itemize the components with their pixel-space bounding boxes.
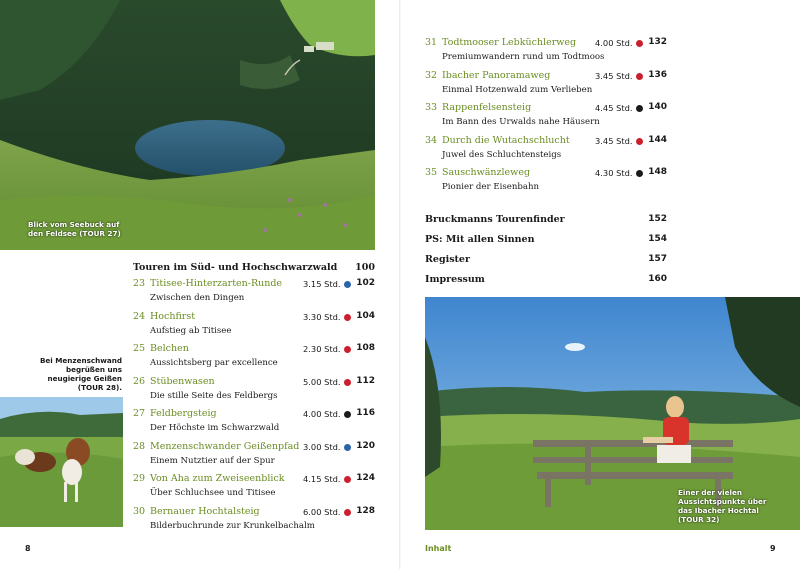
tour-number: 33 <box>425 102 438 113</box>
toc-extra-entry[interactable] <box>425 214 667 228</box>
tour-subtitle: Pionier der Eisenbahn <box>442 182 540 192</box>
tour-number: 29 <box>133 473 146 484</box>
tour-number: 28 <box>133 440 146 452</box>
toc-entry[interactable] <box>133 343 375 375</box>
bench-caption: Einer der vielen Aussichtspunkte über das Ibacher Hochtal (TOUR 32) <box>678 488 767 524</box>
toc-entry[interactable] <box>133 278 375 310</box>
tour-title[interactable]: Hochfirst <box>150 310 196 322</box>
tour-title[interactable]: Durch die Wutachschlucht <box>442 134 570 146</box>
difficulty-dot-icon <box>344 411 351 418</box>
difficulty-dot-icon <box>636 138 643 145</box>
section-title: Touren im Süd- und Hochschwarzwald <box>133 262 338 273</box>
goats-photo <box>0 397 123 527</box>
extra-page-number: 154 <box>648 234 667 244</box>
extra-page-number: 152 <box>648 214 667 224</box>
tour-page-number: 102 <box>356 278 375 288</box>
tour-duration: 3.45 Std. <box>595 135 633 146</box>
goats-caption: Bei Menzenschwand begrüßen uns neugierige Geißen (TOUR 28). <box>39 356 122 392</box>
toc-right <box>425 37 667 202</box>
tour-title[interactable]: Sauschwänzleweg <box>442 167 531 178</box>
tour-number: 24 <box>133 310 146 322</box>
extra-page-number: 157 <box>648 254 667 264</box>
tour-duration: 6.00 Std. <box>303 506 341 517</box>
tour-duration: 4.45 Std. <box>595 103 633 113</box>
tour-subtitle: Einmal Hotzenwald zum Verlieben <box>442 84 593 95</box>
tour-title[interactable]: Bernauer Hochtalsteig <box>150 505 260 517</box>
difficulty-dot-icon <box>636 170 643 177</box>
tour-title[interactable]: Rappenfelsensteig <box>442 102 532 113</box>
tour-duration: 3.45 Std. <box>595 70 633 81</box>
gutter <box>399 0 401 569</box>
tour-title[interactable]: Ibacher Panoramaweg <box>442 69 551 81</box>
tour-duration: 3.00 Std. <box>303 441 341 452</box>
toc-entry[interactable] <box>425 70 667 102</box>
tour-number: 34 <box>425 134 438 146</box>
difficulty-dot-icon <box>344 444 351 451</box>
toc-entry[interactable] <box>425 37 667 69</box>
extra-label: Impressum <box>425 274 485 285</box>
folio-left: 8 <box>25 544 31 553</box>
feldsee-caption: Blick vom Seebuck auf den Feldsee (TOUR 27) <box>28 220 121 238</box>
tour-subtitle: Aufstieg ab Titisee <box>150 325 232 336</box>
tour-number: 25 <box>133 343 146 354</box>
tour-duration: 4.00 Std. <box>595 38 633 48</box>
tour-duration: 4.15 Std. <box>303 474 341 484</box>
tour-page-number: 140 <box>648 102 667 112</box>
tour-page-number: 148 <box>648 167 667 177</box>
toc-extras <box>425 214 667 294</box>
tour-title[interactable]: Todtmooser Lebküchlerweg <box>442 37 577 48</box>
extra-label: Register <box>425 254 470 265</box>
tour-number: 35 <box>425 167 438 178</box>
tour-page-number: 128 <box>356 505 375 516</box>
tour-page-number: 104 <box>356 310 375 321</box>
difficulty-dot-icon <box>344 314 351 321</box>
tour-title[interactable]: Belchen <box>150 343 189 354</box>
tour-page-number: 108 <box>356 343 375 353</box>
tour-subtitle: Aussichtsberg par excellence <box>150 358 278 368</box>
toc-extra-entry[interactable] <box>425 254 667 268</box>
tour-subtitle: Der Höchste im Schwarzwald <box>150 423 280 433</box>
folio-right: 9 <box>770 544 776 553</box>
tour-page-number: 120 <box>356 440 375 451</box>
tour-duration: 4.00 Std. <box>303 409 341 419</box>
difficulty-dot-icon <box>344 476 351 483</box>
tour-number: 32 <box>425 69 438 81</box>
running-head: Inhalt <box>425 544 452 553</box>
tour-number: 26 <box>133 375 146 387</box>
difficulty-dot-icon <box>344 509 351 516</box>
tour-page-number: 124 <box>356 473 375 483</box>
tour-page-number: 136 <box>648 69 667 80</box>
toc-entry[interactable] <box>425 102 667 134</box>
tour-title[interactable]: Titisee-Hinterzarten-Runde <box>150 278 283 289</box>
difficulty-dot-icon <box>636 73 643 80</box>
toc-extra-entry[interactable] <box>425 274 667 288</box>
tour-subtitle: Im Bann des Urwalds nahe Häusern <box>442 117 600 127</box>
tour-subtitle: Die stille Seite des Feldbergs <box>150 390 278 401</box>
tour-duration: 4.30 Std. <box>595 168 633 178</box>
tour-duration: 3.15 Std. <box>303 279 341 289</box>
extra-page-number: 160 <box>648 274 667 284</box>
difficulty-dot-icon <box>344 379 351 386</box>
tour-title[interactable]: Stübenwasen <box>150 375 215 387</box>
tour-subtitle: Juwel des Schluchtensteigs <box>442 149 562 160</box>
toc-extra-entry[interactable] <box>425 234 667 248</box>
feldsee-photo <box>0 0 375 250</box>
difficulty-dot-icon <box>636 40 643 47</box>
tour-page-number: 132 <box>648 37 667 47</box>
difficulty-dot-icon <box>344 281 351 288</box>
extra-label: Bruckmanns Tourenfinder <box>425 214 565 225</box>
tour-subtitle: Bilderbuchrunde zur Krunkelbachalm <box>150 520 315 531</box>
tour-title[interactable]: Von Aha zum Zweiseenblick <box>150 473 285 484</box>
tour-duration: 5.00 Std. <box>303 376 341 387</box>
toc-entry[interactable] <box>133 441 375 473</box>
tour-number: 31 <box>425 37 438 48</box>
tour-title[interactable]: Menzenschwander Geißenpfad <box>150 440 300 452</box>
tour-subtitle: Einem Nutztier auf der Spur <box>150 455 275 466</box>
difficulty-dot-icon <box>636 105 643 112</box>
tour-page-number: 112 <box>356 375 375 386</box>
tour-page-number: 144 <box>648 134 667 145</box>
toc-entry[interactable] <box>133 311 375 343</box>
section-page-number: 100 <box>355 262 375 273</box>
toc-entry[interactable] <box>133 473 375 505</box>
toc-entry[interactable] <box>425 167 667 199</box>
tour-duration: 3.30 Std. <box>303 311 341 322</box>
toc-entry[interactable] <box>133 506 375 538</box>
tour-number: 30 <box>133 505 146 517</box>
toc-entry[interactable] <box>425 135 667 167</box>
extra-label: PS: Mit allen Sinnen <box>425 234 535 245</box>
tour-subtitle: Über Schluchsee und Titisee <box>150 488 276 498</box>
section-heading <box>133 262 375 273</box>
toc-entry[interactable] <box>133 408 375 440</box>
tour-duration: 2.30 Std. <box>303 344 341 354</box>
tour-number: 23 <box>133 278 146 289</box>
tour-title[interactable]: Feldbergsteig <box>150 408 217 419</box>
tour-subtitle: Premiumwandern rund um Todtmoos <box>442 52 605 62</box>
tour-page-number: 116 <box>356 408 375 418</box>
tour-number: 27 <box>133 408 146 419</box>
toc-entry[interactable] <box>133 376 375 408</box>
difficulty-dot-icon <box>344 346 351 353</box>
tour-subtitle: Zwischen den Dingen <box>150 293 245 303</box>
toc-left <box>133 278 375 538</box>
